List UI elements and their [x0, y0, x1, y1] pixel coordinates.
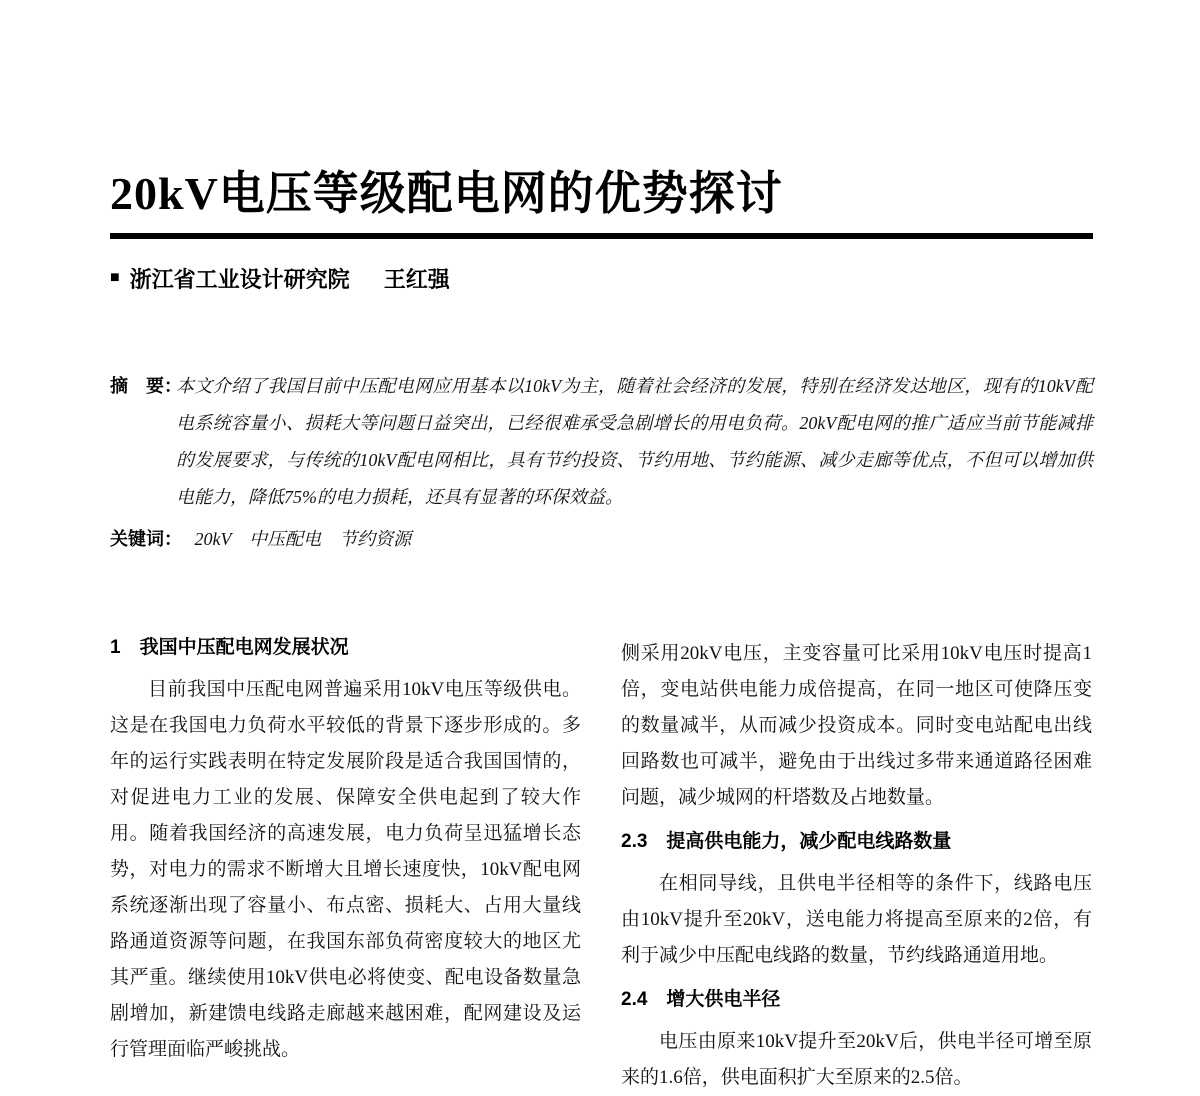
- section-2-3-heading: 2.3 提高供电能力，减少配电线路数量: [621, 830, 952, 852]
- abstract-label: 摘 要：: [110, 375, 182, 396]
- section-2-4-paragraph: 电压由原来10kV提升至20kV后，供电半径可增至原来的1.6倍，供电面积扩大至原来的2.5倍。: [621, 1030, 1092, 1088]
- abstract-block: [110, 368, 1093, 516]
- right-column: [621, 636, 1092, 1096]
- title-divider: [110, 233, 1093, 239]
- keywords-line: [110, 524, 1093, 554]
- continuation-paragraph: 侧采用20kV电压，主变容量可比采用10kV电压时提高1倍，变电站供电能力成倍提高，在同一地区可使降压变的数量减半，从而减少投资成本。同时变电站配电出线回路数也可减半，避免由于出线过多带来通道路径困难问题，减少城网的杆塔数及占地数量。: [621, 642, 1092, 808]
- section-2-4-heading: 2.4 增大供电半径: [621, 988, 781, 1010]
- affiliation: 浙江省工业设计研究院: [129, 266, 350, 292]
- keywords-text: 20kV 中压配电 节约资源: [194, 528, 412, 549]
- byline: [110, 263, 1093, 294]
- abstract-text: 本文介绍了我国目前中压配电网应用基本以10kV为主，随着社会经济的发展，特别在经济发达地区，现有的10kV配电系统容量小、损耗大等问题日益突出，已经很难承受急剧增长的用电负荷。20kV配电网的推广适应当前节能减排的发展要求，与传统的10kV配电网相比，具有节约投资、节约用地、节约能源、减少走廊等优点，不但可以增加供电能力，降低75%的电力损耗，还具有显著的环保效益。: [176, 375, 1093, 507]
- section-1-heading: 1 我国中压配电网发展状况: [110, 636, 349, 658]
- paper-title: 20kV电压等级配电网的优势探讨: [110, 168, 783, 219]
- author-name: 王红强: [383, 266, 450, 292]
- keywords-label: 关键词：: [110, 528, 182, 549]
- body-columns: [110, 636, 1093, 1096]
- square-bullet-icon: ■: [110, 269, 120, 287]
- section-1-paragraph: 目前我国中压配电网普遍采用10kV电压等级供电。这是在我国电力负荷水平较低的背景下逐步形成的。多年的运行实践表明在特定发展阶段是适合我国国情的，对促进电力工业的发展、保障安全供电起到了较大作用。随着我国经济的高速发展，电力负荷呈迅猛增长态势，对电力的需求不断增大且增长速度快，10kV配电网系统逐渐出现了容量小、布点密、损耗大、占用大量线路通道资源等问题，在我国东部负荷密度较大的地区尤其严重。继续使用10kV供电必将使变、配电设备数量急剧增加，新建馈电线路走廊越来越困难，配网建设及运行管理面临严峻挑战。: [110, 678, 581, 1060]
- section-2-3-paragraph: 在相同导线，且供电半径相等的条件下，线路电压由10kV提升至20kV，送电能力将提高至原来的2倍，有利于减少中压配电线路的数量，节约线路通道用地。: [621, 872, 1092, 966]
- left-column: [110, 636, 581, 1096]
